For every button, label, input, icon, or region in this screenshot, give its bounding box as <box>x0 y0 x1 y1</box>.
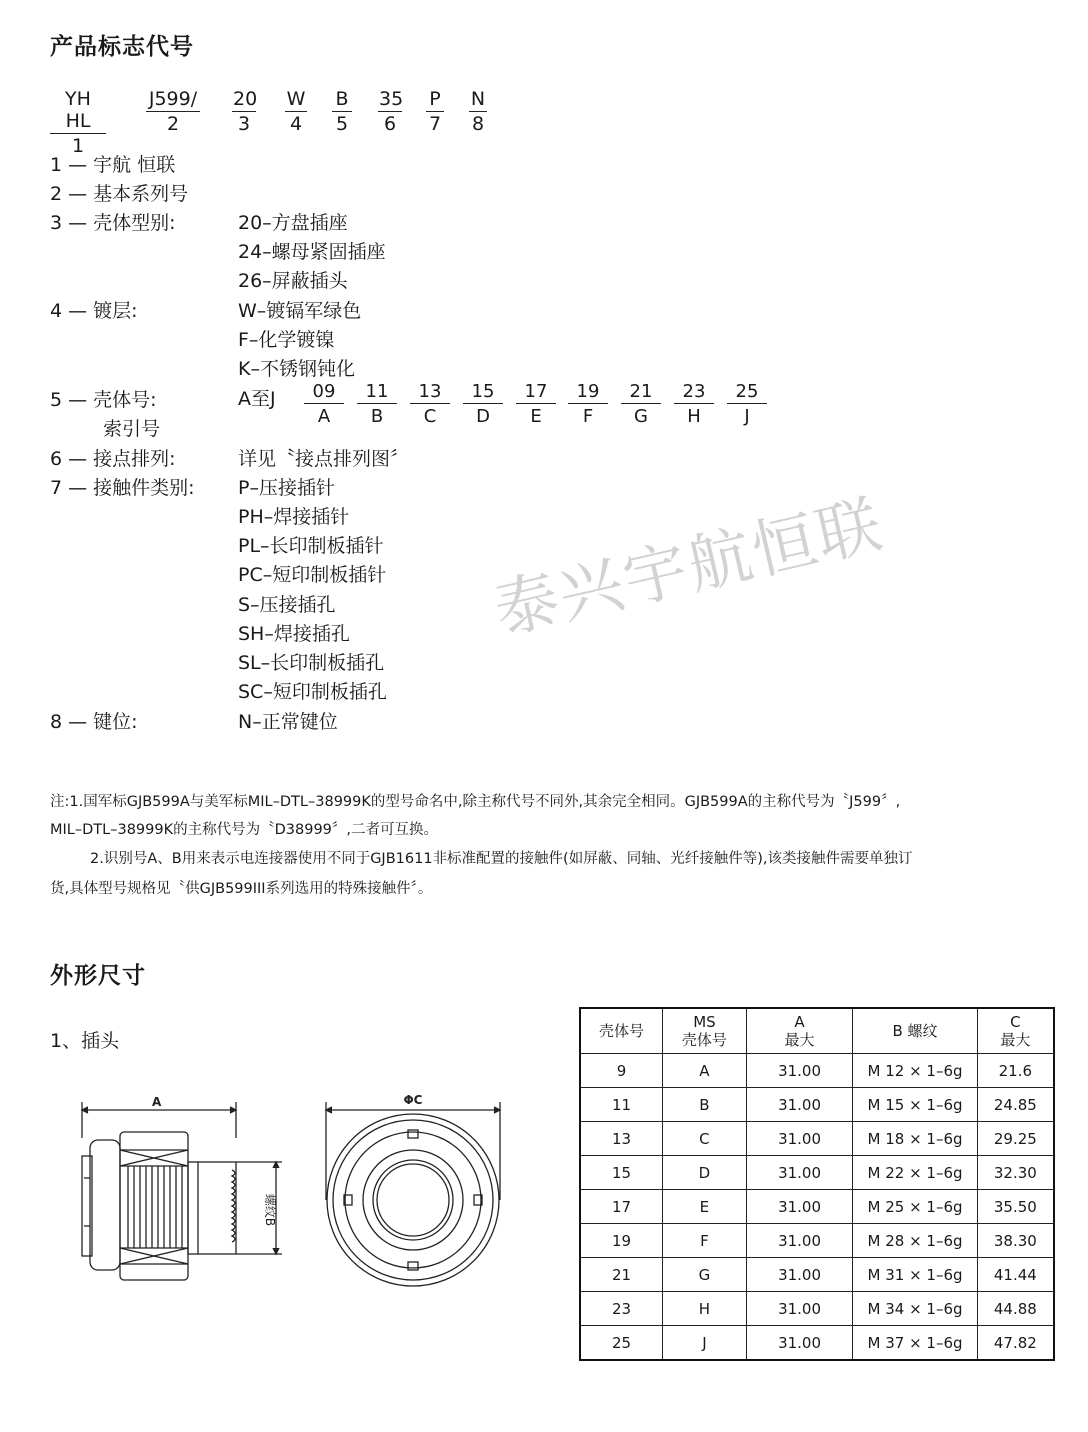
table-row <box>580 1054 1054 1088</box>
table-cell: 23 <box>580 1292 663 1326</box>
shell-size: 13 <box>410 381 450 404</box>
table-header-cell <box>853 1008 977 1054</box>
dimension-c-label: ΦC <box>403 1093 423 1107</box>
item-7-value: SC–短印制板插孔 <box>238 681 387 703</box>
item-8-label: 8 — 键位: <box>50 711 138 733</box>
section-title-dimensions: 外形尺寸 <box>50 963 146 989</box>
item-7-label: 7 — 接触件类别: <box>50 477 195 499</box>
index-letter: G <box>634 406 648 427</box>
dimension-b-label: 螺纹B <box>263 1193 277 1227</box>
table-cell: 35.50 <box>977 1190 1054 1224</box>
shell-index-pair <box>674 381 714 427</box>
index-letter: C <box>423 406 437 427</box>
table-cell: M 15 × 1–6g <box>853 1088 977 1122</box>
header-line-1: MS <box>693 1013 716 1031</box>
table-cell: 24.85 <box>977 1088 1054 1122</box>
item-7-value: P–压接插针 <box>238 477 335 499</box>
shell-index-pair <box>516 381 556 427</box>
index-letter: B <box>370 406 384 427</box>
table-cell: M 34 × 1–6g <box>853 1292 977 1326</box>
table-header-cell <box>663 1008 747 1054</box>
table-cell: 17 <box>580 1190 663 1224</box>
index-letter: H <box>687 406 701 427</box>
shell-index-pair <box>463 381 503 427</box>
table-cell: M 25 × 1–6g <box>853 1190 977 1224</box>
code-part-code: J599/ <box>146 88 200 112</box>
table-cell: 32.30 <box>977 1156 1054 1190</box>
note-line: 2.识别号A、B用来表示电连接器使用不同于GJB1611非标准配置的接触件(如屏蔽、同轴、光纤接触件等),该类接触件需要单独订 <box>90 851 913 867</box>
table-cell: G <box>663 1258 747 1292</box>
shell-index-pair <box>727 381 767 427</box>
code-part-num: 7 <box>428 113 442 135</box>
table-cell: D <box>663 1156 747 1190</box>
table-header-cell <box>580 1008 663 1054</box>
item-5-sublabel: 索引号 <box>103 418 161 440</box>
code-part-6 <box>378 88 402 135</box>
index-letter: F <box>582 406 594 427</box>
shell-size: 25 <box>727 381 767 404</box>
index-letter: A <box>317 406 331 427</box>
table-cell: A <box>663 1054 747 1088</box>
table-cell: 31.00 <box>746 1190 853 1224</box>
shell-index-pair <box>304 381 344 427</box>
shell-index-pair <box>410 381 450 427</box>
code-part-num: 1 <box>71 135 85 157</box>
code-part-num: 6 <box>383 113 397 135</box>
code-part-code: N <box>470 88 486 110</box>
item-4-value: W–镀镉军绿色 <box>238 300 362 322</box>
shell-index-pair <box>621 381 661 427</box>
index-letter: J <box>744 406 750 427</box>
shell-size: 21 <box>621 381 661 404</box>
table-cell: 38.30 <box>977 1224 1054 1258</box>
note-line: 注:1.国军标GJB599A与美军标MIL–DTL–38999K的型号命名中,除主称代号不同外,其余完全相同。GJB599A的主称代号为〝J599〞, <box>50 794 901 810</box>
table-cell: M 22 × 1–6g <box>853 1156 977 1190</box>
table-cell: H <box>663 1292 747 1326</box>
shell-size: 09 <box>304 381 344 404</box>
table-cell: M 12 × 1–6g <box>853 1054 977 1088</box>
code-part-code: 35 <box>379 88 404 110</box>
table-cell: M 28 × 1–6g <box>853 1224 977 1258</box>
item-7-value: S–压接插孔 <box>238 594 336 616</box>
table-cell: 31.00 <box>746 1122 853 1156</box>
table-cell: F <box>663 1224 747 1258</box>
code-part-4 <box>285 88 307 135</box>
header-line-1: C <box>1010 1013 1021 1031</box>
item-3-label: 3 — 壳体型别: <box>50 212 176 234</box>
table-cell: B <box>663 1088 747 1122</box>
table-cell: 44.88 <box>977 1292 1054 1326</box>
table-cell: M 18 × 1–6g <box>853 1122 977 1156</box>
table-cell: 29.25 <box>977 1122 1054 1156</box>
index-letter: E <box>530 406 542 427</box>
header-line-1: A <box>794 1013 805 1031</box>
table-cell: 25 <box>580 1326 663 1361</box>
table-cell: 13 <box>580 1122 663 1156</box>
item-7-value: PH–焊接插针 <box>238 506 350 528</box>
header-line-2: 最大 <box>1000 1031 1031 1049</box>
shell-size: 17 <box>516 381 556 404</box>
code-part-code: 20 <box>233 88 258 110</box>
table-cell: 15 <box>580 1156 663 1190</box>
table-cell: 9 <box>580 1054 663 1088</box>
code-part-num: 2 <box>166 113 180 135</box>
table-cell: J <box>663 1326 747 1361</box>
table-row <box>580 1190 1054 1224</box>
table-cell: 31.00 <box>746 1088 853 1122</box>
table-cell: 21 <box>580 1258 663 1292</box>
item-7-value: SH–焊接插孔 <box>238 623 350 645</box>
watermark: 泰兴宇航恒联 <box>487 487 891 650</box>
item-1-label: 1 — 宇航 恒联 <box>50 154 176 176</box>
table-cell: 31.00 <box>746 1156 853 1190</box>
table-cell: 31.00 <box>746 1326 853 1361</box>
plug-side-view-drawing <box>76 1090 296 1310</box>
shell-size: 19 <box>568 381 608 404</box>
header-line-1: 壳体号 <box>599 1022 645 1040</box>
code-part-code: YH HL <box>50 88 106 134</box>
item-4-value: F–化学镀镍 <box>238 329 335 351</box>
table-cell: 31.00 <box>746 1258 853 1292</box>
dimension-table <box>579 1007 1055 1361</box>
item-6-label: 6 — 接点排列: <box>50 448 176 470</box>
subsection-title-plug: 1、插头 <box>50 1030 120 1052</box>
shell-index-pair <box>357 381 397 427</box>
note-line: MIL–DTL–38999K的主称代号为〝D38999〞,二者可互换。 <box>50 822 439 838</box>
table-row <box>580 1258 1054 1292</box>
header-line-1: B 螺纹 <box>892 1022 938 1040</box>
code-part-code: W <box>286 88 306 110</box>
note-line: 货,具体型号规格见〝供GJB599III系列选用的特殊接触件〞。 <box>50 881 433 897</box>
item-5-label: 5 — 壳体号: <box>50 389 157 411</box>
table-header-cell <box>977 1008 1054 1054</box>
item-4-label: 4 — 镀层: <box>50 300 138 322</box>
table-row <box>580 1122 1054 1156</box>
shell-size: 15 <box>463 381 503 404</box>
table-row <box>580 1292 1054 1326</box>
table-cell: 31.00 <box>746 1292 853 1326</box>
code-part-num: 8 <box>471 113 485 135</box>
table-cell: 31.00 <box>746 1224 853 1258</box>
table-row <box>580 1326 1054 1361</box>
dimension-a-label: A <box>152 1095 162 1109</box>
table-row <box>580 1088 1054 1122</box>
code-part-5 <box>332 88 352 135</box>
table-cell: 19 <box>580 1224 663 1258</box>
code-part-num: 4 <box>289 113 303 135</box>
item-3-value: 20–方盘插座 <box>238 212 348 234</box>
table-cell: 21.6 <box>977 1054 1054 1088</box>
table-row <box>580 1224 1054 1258</box>
item-7-value: PC–短印制板插针 <box>238 564 387 586</box>
plug-front-view-drawing <box>314 1090 514 1310</box>
code-part-2 <box>146 88 200 135</box>
table-cell: E <box>663 1190 747 1224</box>
table-header-cell <box>746 1008 853 1054</box>
index-letter: D <box>476 406 490 427</box>
shell-size: 23 <box>674 381 714 404</box>
item-4-value: K–不锈钢钝化 <box>238 358 355 380</box>
table-header-row <box>580 1008 1054 1054</box>
item-5-range: A至J <box>238 388 276 410</box>
table-cell: C <box>663 1122 747 1156</box>
code-part-num: 5 <box>335 113 349 135</box>
item-3-value: 26–屏蔽插头 <box>238 270 348 292</box>
table-row <box>580 1156 1054 1190</box>
item-3-value: 24–螺母紧固插座 <box>238 241 386 263</box>
item-8-value: N–正常键位 <box>238 711 338 733</box>
table-cell: 41.44 <box>977 1258 1054 1292</box>
table-cell: M 31 × 1–6g <box>853 1258 977 1292</box>
item-7-value: SL–长印制板插孔 <box>238 652 385 674</box>
table-cell: 31.00 <box>746 1054 853 1088</box>
item-2-label: 2 — 基本系列号 <box>50 183 189 205</box>
table-cell: 47.82 <box>977 1326 1054 1361</box>
section-title-product-code: 产品标志代号 <box>50 34 194 60</box>
code-part-3 <box>232 88 256 135</box>
code-part-7 <box>426 88 444 135</box>
code-part-code: P <box>426 88 444 112</box>
header-line-2: 最大 <box>784 1031 815 1049</box>
code-part-1 <box>50 88 106 157</box>
item-7-value: PL–长印制板插针 <box>238 535 384 557</box>
table-cell: 11 <box>580 1088 663 1122</box>
shell-size: 11 <box>357 381 397 404</box>
header-line-2: 壳体号 <box>681 1031 727 1049</box>
shell-index-pair <box>568 381 608 427</box>
code-part-8 <box>469 88 487 135</box>
code-part-num: 3 <box>237 113 251 135</box>
code-part-code: B <box>332 88 352 112</box>
item-6-value: 详见〝接点排列图〞 <box>238 448 410 470</box>
table-cell: M 37 × 1–6g <box>853 1326 977 1361</box>
